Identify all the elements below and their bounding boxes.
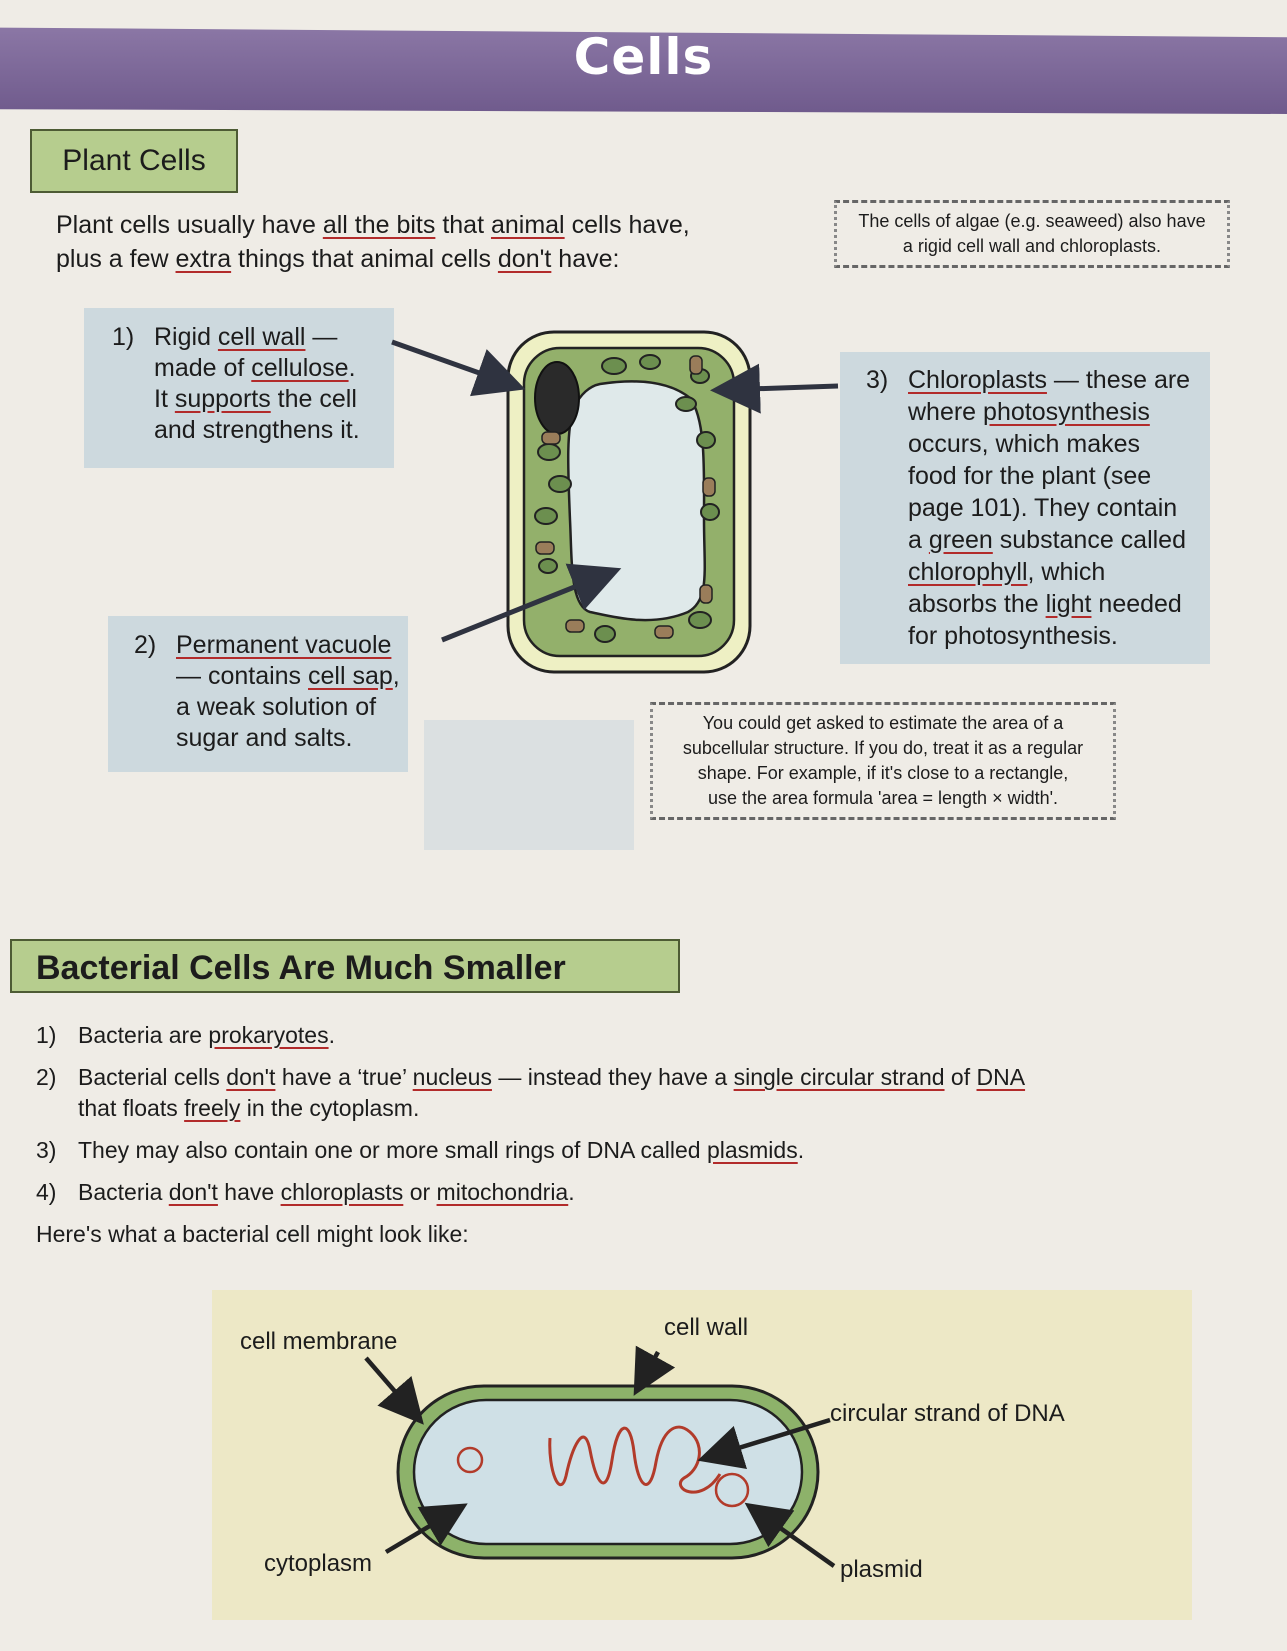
- emph: Permanent vacuole: [176, 631, 392, 659]
- label-cytoplasm: cytoplasm: [264, 1550, 373, 1577]
- text-line: occurs, which makes: [908, 430, 1141, 458]
- text: .: [568, 1179, 575, 1205]
- text: in the cytoplasm.: [240, 1095, 420, 1121]
- emph: chlorophyll: [908, 558, 1028, 586]
- emph: photosynthesis: [983, 398, 1150, 426]
- emph: prokaryotes: [208, 1022, 329, 1048]
- text: .: [328, 1022, 335, 1048]
- label-dna: circular strand of DNA: [830, 1400, 1065, 1427]
- text: It: [154, 385, 175, 413]
- emph: don't: [168, 1179, 218, 1205]
- text: — contains: [176, 662, 309, 690]
- emph: nucleus: [412, 1064, 492, 1090]
- page-title: Cells: [573, 28, 714, 86]
- bacteria-lead: Here's what a bacterial cell might look like:: [36, 1221, 469, 1247]
- item-number: 2): [36, 1064, 57, 1090]
- emph: cell wall: [217, 323, 306, 351]
- emph: Chloroplasts: [908, 366, 1047, 394]
- algae-note-line: a rigid cell wall and chloroplasts.: [902, 236, 1162, 256]
- intro-text: things that animal cells: [231, 245, 498, 273]
- emph: cellulose: [251, 354, 349, 382]
- text: made of: [154, 354, 252, 382]
- emph: green: [928, 526, 993, 554]
- text: —: [305, 323, 338, 351]
- emph: plasmids: [706, 1137, 798, 1163]
- text: substance called: [992, 526, 1186, 554]
- emph: light: [1045, 590, 1092, 618]
- emph: freely: [184, 1095, 241, 1121]
- intro-emph: animal: [490, 211, 565, 239]
- text-line: sugar and salts.: [176, 724, 353, 752]
- intro-emph: extra: [175, 245, 232, 273]
- text: — these are: [1046, 366, 1191, 394]
- text: of: [944, 1064, 977, 1090]
- text-line: for photosynthesis.: [908, 622, 1118, 650]
- text: They may also contain one or more small rings of DNA called: [78, 1137, 707, 1163]
- arrow-cell-membrane: [366, 1358, 418, 1418]
- intro-emph: don't: [497, 245, 552, 273]
- label-cell-membrane: cell membrane: [240, 1328, 398, 1355]
- area-note-line: subcellular structure. If you do, treat it as a regular: [682, 738, 1084, 758]
- item-number: 1): [36, 1022, 57, 1048]
- intro-text: have:: [551, 245, 620, 273]
- text: or: [403, 1179, 437, 1205]
- text: .: [348, 354, 356, 382]
- text: where: [908, 398, 984, 426]
- intro-text: Plant cells usually have: [56, 211, 323, 239]
- emph: single circular strand: [733, 1064, 945, 1090]
- text: have a ‘true’: [275, 1064, 413, 1090]
- area-note-line: You could get asked to estimate the area of a: [702, 713, 1064, 733]
- text: Bacteria are: [78, 1022, 209, 1048]
- text: that floats: [78, 1095, 185, 1121]
- text-line: and strengthens it.: [154, 416, 360, 444]
- arrow-cell-wall-b: [638, 1352, 658, 1388]
- bacteria-heading-text: Bacterial Cells Are Much Smaller: [36, 949, 566, 987]
- text-line: a weak solution of: [176, 693, 377, 721]
- text: Rigid: [154, 323, 218, 351]
- intro-emph: all the bits: [322, 211, 436, 239]
- text: ,: [392, 662, 400, 690]
- text: Bacteria: [78, 1179, 169, 1205]
- text: have: [217, 1179, 281, 1205]
- item-number: 1): [112, 323, 135, 351]
- intro-text: plus a few: [56, 245, 176, 273]
- text: a: [908, 526, 929, 554]
- plant-cells-heading-text: Plant Cells: [62, 144, 206, 177]
- area-note-line: use the area formula 'area = length × width'.: [707, 788, 1059, 808]
- item-number: 3): [866, 366, 889, 394]
- text: the cell: [270, 385, 357, 413]
- intro-text: cells have,: [564, 211, 690, 239]
- emph: cell sap: [308, 662, 393, 690]
- item-number: 4): [36, 1179, 57, 1205]
- label-plasmid: plasmid: [840, 1556, 923, 1583]
- emph: chloroplasts: [280, 1179, 404, 1205]
- text: absorbs the: [908, 590, 1046, 618]
- text-line: food for the plant (see: [908, 462, 1152, 490]
- text: , which: [1027, 558, 1106, 586]
- text: Bacterial cells: [78, 1064, 227, 1090]
- item-number: 2): [134, 631, 157, 659]
- text-line: page 101). They contain: [908, 494, 1178, 522]
- intro-text: that: [435, 211, 491, 239]
- area-note-line: shape. For example, if it's close to a rectangle,: [697, 763, 1069, 783]
- algae-note-line: The cells of algae (e.g. seaweed) also have: [858, 211, 1206, 231]
- text: needed: [1091, 590, 1182, 618]
- text: — instead they have a: [491, 1064, 734, 1090]
- text: .: [797, 1137, 805, 1163]
- emph: DNA: [976, 1064, 1026, 1090]
- label-cell-wall: cell wall: [664, 1314, 749, 1341]
- emph: mitochondria: [436, 1179, 569, 1205]
- emph: supports: [174, 385, 271, 413]
- emph: don't: [226, 1064, 276, 1090]
- item-number: 3): [36, 1137, 57, 1163]
